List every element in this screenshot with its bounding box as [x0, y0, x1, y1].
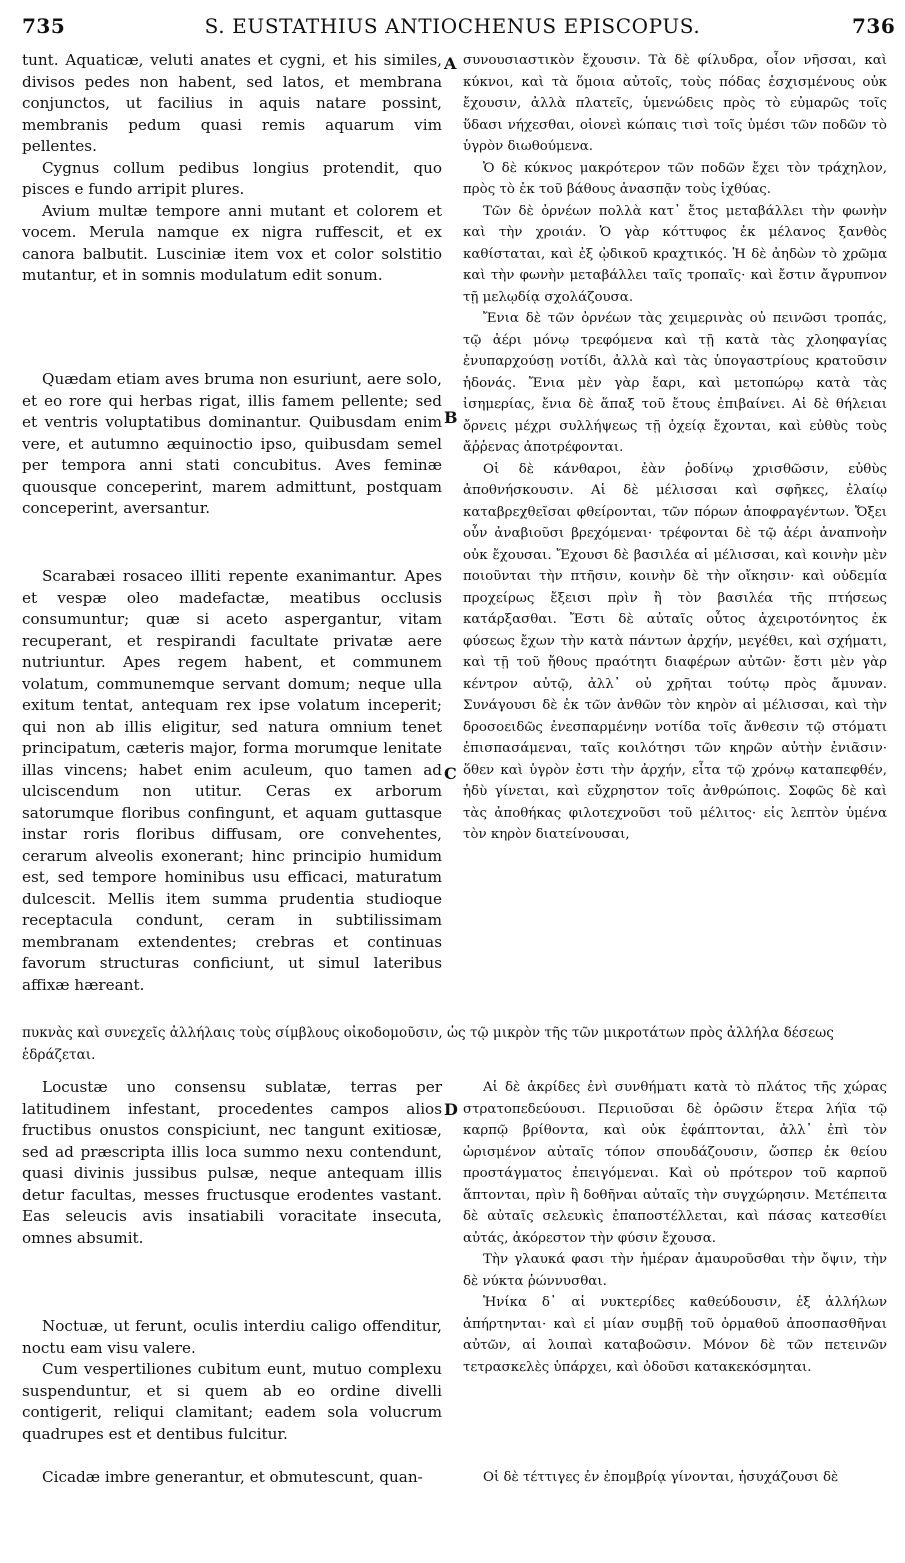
- page-header: [0, 0, 905, 48]
- greek-paragraph: Ὁ δὲ κύκνος μακρότερον τῶν ποδῶν ἔχει τὸν τράχηλον, πρὸς τὸ ἐκ τοῦ βάθους ἀνασπᾷν τοὺς ἰχθύας.: [463, 160, 887, 197]
- page-number-left: 735: [22, 14, 66, 38]
- latin-column-d: [22, 1077, 442, 1249]
- greek-paragraph: Οἱ δὲ τέττιγες ἐν ἐπομβρίᾳ γίνονται, ἡσυχάζουσι δὲ: [483, 1470, 839, 1485]
- latin-column-f: [22, 1467, 442, 1489]
- greek-spanning-text: πυκνὰς καὶ συνεχεῖς ἀλλήλαις τοὺς σίμβλους οἰκοδομοῦσιν, ὡς τῷ μικρὸν τῆς τῶν μικροτάτων πρὸς ἀλλήλα δέσεως ἑδράζεται.: [22, 1025, 834, 1063]
- latin-column-b: [22, 369, 442, 520]
- latin-paragraph: Scarabæi rosaceo illiti repente exanimantur. Apes et vespæ oleo madefactæ, meatibus occlusis consumuntur; quæ si aceto aspergantur, vitam recuperant, et respirandi facultate privatæ aere nutriuntur. Apes regem habent, et communem volatum, communemque servant domum; neque ulla exitum tentat, antequam rex ipse volatum inceperit; qui non ab illis eligitur, sed natura omnium tenet principatum, cæteris major, forma morumque lenitate illas vincens; habet enim aculeum, quo tamen ad ulciscendum non utitur. Ceras ex arborum satorumque floribus confingunt, et aquam guttasque instar roris floribus diffusam, ore convehentes, cerarum alveolis exonerant; hinc principio humidum est, sed tempore hominibus usu efficaci, maturatum dulcescit. Mellis item summa prudentia studioque receptacula condunt, ceram in subtilissimam membranam extendentes; crebras et continuas favorum structuras conficiunt, ut simul lateribus affixæ hæreant.: [22, 567, 442, 994]
- margin-letter-a: A: [444, 54, 457, 73]
- greek-column-top: [463, 50, 887, 846]
- latin-paragraph: Cum vespertiliones cubitum eunt, mutuo complexu suspenduntur, et si quem ab eo ordine divelli contigerit, reliqui clamitant; eadem sola volucrum quadrupes est et dentibus fulcitur.: [22, 1360, 442, 1443]
- latin-column-e: [22, 1316, 442, 1445]
- margin-letter-d: D: [444, 1100, 458, 1119]
- greek-paragraph: Αἱ δὲ ἀκρίδες ἐνὶ συνθήματι κατὰ τὸ πλάτος τῆς χώρας στρατοπεδεύουσι. Περιιοῦσαι δὲ ὁρῶσιν ἕτερα λήϊα τῷ καρπῷ βρίθοντα, καὶ οὐκ ἐφάπτονται, ἀλλ᾽ ἐπὶ τὸν ὡρισμένον αὐταῖς τόπον σπουδάζουσιν, ὥσπερ ἐκ θείου προστάγματος ἐπειγόμεναι. Καὶ οὐ πρότερον τοῦ καρποῦ ἅπτονται, πρὶν ἢ δοθῆναι αὐταῖς τὴν συγχώρησιν. Μετέπειτα δὲ αὐταῖς σελευκὶς ἐπαποστέλλεται, καὶ πάσας κατεσθίει αὐτάς, ἀκόρεστον τὴν φύσιν ἔχουσα.: [463, 1080, 887, 1246]
- latin-paragraph: Quædam etiam aves bruma non esuriunt, aere solo, et eo rore qui herbas rigat, illis famem pellente; sed et ventris voluptatibus dominantur. Quibusdam enim vere, et autumno æquinoctio ipso, quibusdam semel per tempora anni stati concubitus. Aves feminæ quousque conceperint, marem admittunt, postquam conceperint, aversantur.: [22, 370, 442, 517]
- latin-paragraph: Locustæ uno consensu sublatæ, terras per latitudinem infestant, procedentes campos alios fructibus onustos conspiciunt, nec tangunt exitiosæ, sed ad præscripta illis loca summo nexu contendunt, quasi divinis jussibus pulsæ, neque antequam illis detur facultas, messes fructusque erodentes vastant. Eas seleucis avis insatiabili voracitate insecuta, omnes absumit.: [22, 1078, 442, 1247]
- margin-letter-b: B: [444, 408, 458, 427]
- greek-paragraph: Τῶν δὲ ὀρνέων πολλὰ κατ᾽ ἔτος μεταβάλλει τὴν φωνὴν καὶ τὴν χροιάν. Ὁ γὰρ κόττυφος ἐκ μέλανος ξανθὸς καθίσταται, καὶ ἐξ ᾠδικοῦ κραχτικός. Ἡ δὲ ἀηδὼν τὸ χρῶμα καὶ τὴν φωνὴν μεταβάλλει ταῖς τροπαῖς· καὶ ἔστιν ἄγρυπνον τῇ μελῳδίᾳ σχολάζουσα.: [463, 203, 887, 305]
- latin-paragraph: Cicadæ imbre generantur, et obmutescunt, quan-: [42, 1468, 423, 1486]
- latin-column-c: [22, 566, 442, 996]
- latin-column-top: [22, 50, 442, 287]
- latin-paragraph: Cygnus collum pedibus longius protendit, quo pisces e fundo arripit plures.: [22, 158, 442, 198]
- latin-paragraph: Avium multæ tempore anni mutant et colorem et vocem. Merula namque ex nigra ruffescit, et ex canora balbutit. Lusciniæ item vox et color solstitio mutantur, et in somnis modulatum edit sonum.: [22, 201, 442, 284]
- margin-letter-c: C: [444, 764, 457, 783]
- greek-paragraph: Οἱ δὲ κάνθαροι, ἐὰν ῥοδίνῳ χρισθῶσιν, εὐθὺς ἀποθνήσκουσιν. Αἱ δὲ μέλισσαι καὶ σφῆκες, ἐλαίῳ καταβρεχθεῖσαι φθείρονται, τῶν πόρων ἀποφραγέντων. Ὄξει οὖν ἀναβιοῦσι βρεχόμεναι· τρέφονται δὲ τῷ ἀέρι ἀναπνοὴν οὐκ ἔχουσαι. Ἔχουσι δὲ βασιλέα αἱ μέλισσαι, καὶ κοινὴν μὲν ποιοῦνται τὴν πτῆσιν, κοινὴν δὲ τὴν οἴκησιν· καὶ οὐδεμία προχείρως ἔξεισι πρὶν ἢ τὸν βασιλέα τῆς πτήσεως κατάρξασθαι. Ἔστι δὲ αὐταῖς οὗτος ἀχειροτόνητος ἐκ φύσεως ἔχων τὴν κατὰ πάντων ἀρχήν, μεγέθει, καὶ σχήματι, καὶ τῇ τοῦ ἤθους πραότητι διαφέρων αὐτῶν· ἔστι μὲν γὰρ κέντρον αὐτῷ, ἀλλ᾽ οὐ χρῆται τούτῳ πρὸς ἄμυναν. Συνάγουσι δὲ ἐκ τῶν ἀνθῶν τὸν κηρὸν αἱ μέλισσαι, καὶ τὴν δροσοειδῶς ἐνεσπαρμένην νοτίδα τοῖς ἄνθεσιν τῷ στόματι ἐπισπασάμεναι, ταῖς κοιλότησι τῶν κηρῶν αὐτὴν ἐνιᾶσιν· ὅθεν καὶ ὑγρὸν ἐστι τὴν ἀρχήν, εἶτα τῷ χρόνῳ καταπεφθέν, ἡδὺ γίνεται, καὶ εὔχρηστον τοῖς ἀνθρώποις. Σοφῶς δὲ καὶ τὰς ἀποθήκας φιλοτεχνοῦσι τοῦ μέλιτος· εἰς λεπτὸν ὑμένα τὸν κηρὸν διατείνουσαι,: [463, 461, 887, 842]
- greek-column-d: [463, 1077, 887, 1378]
- latin-paragraph: tunt. Aquaticæ, veluti anates et cygni, et his similes, divisos pedes non habent, sed latos, et membrana conjunctos, ut facilius in aquis natare possint, membranis pedum quasi remis aquarum vim pellentes.: [22, 51, 442, 155]
- running-title: S. EUSTATHIUS ANTIOCHENUS EPISCOPUS.: [204, 14, 701, 38]
- latin-paragraph: Noctuæ, ut ferunt, oculis interdiu caligo offenditur, noctu eam visu valere.: [22, 1317, 442, 1357]
- greek-paragraph: Τὴν γλαυκά φασι τὴν ἡμέραν ἀμαυροῦσθαι τὴν ὄψιν, τὴν δὲ νύκτα ῥώννυσθαι.: [463, 1252, 887, 1289]
- greek-paragraph: Ἔνια δὲ τῶν ὀρνέων τὰς χειμερινὰς οὐ πεινῶσι τροπάς, τῷ ἀέρι μόνῳ τρεφόμενα καὶ τῇ κατὰ τὰς χλοηφαγίας ἐνυπαρχούσῃ νοτίδι, ἀλλὰ καὶ τὰς ὑπογαστρίους κρατοῦσιν ἡδονάς. Ἔνια μὲν γὰρ ἔαρι, καὶ μετοπώρῳ κατὰ τὰς ἰσημερίας, ἔνια δὲ ἅπαξ τοῦ ἔτους ἐπιβαίνει. Αἱ δὲ θήλειαι ὄρνεις μέχρι συλλήψεως τῇ ὀχείᾳ ἔχονται, καὶ εὐθὺς τοὺς ἄῤῥενας ἀποτρέφονται.: [463, 311, 887, 455]
- greek-paragraph: συνουσιαστικὸν ἔχουσιν. Τὰ δὲ φίλυδρα, οἷον νῆσσαι, καὶ κύκνοι, καὶ τὰ ὅμοια αὐτοῖς, τοὺς πόδας ἐσχισμένους οὐκ ἔχουσιν, ἀλλὰ πλατεῖς, ὑμενώδεις πρὸς τὸ εὐμαρῶς τοῖς ὕδασι νήχεσθαι, οἱονεὶ κώπαις τισὶ τοῖς ὑμέσι τῶν ποδῶν τὸ ὑγρὸν διωθούμενα.: [463, 53, 887, 154]
- page-number-right: 736: [852, 14, 896, 38]
- greek-column-f: [463, 1467, 887, 1489]
- greek-paragraph: Ἡνίκα δ᾽ αἱ νυκτερίδες καθεύδουσιν, ἐξ ἀλλήλων ἀπήρτηνται· καὶ εἰ μίαν συμβῇ τοῦ ὁρμαθοῦ ἀποσπασθῆναι αὐτῶν, αἱ λοιπαὶ καταβοῶσιν. Μόνον δὲ τῶν πετεινῶν τετρασκελὲς ὑπάρχει, καὶ ὀδοῦσι κατακεκόσμηται.: [463, 1295, 887, 1375]
